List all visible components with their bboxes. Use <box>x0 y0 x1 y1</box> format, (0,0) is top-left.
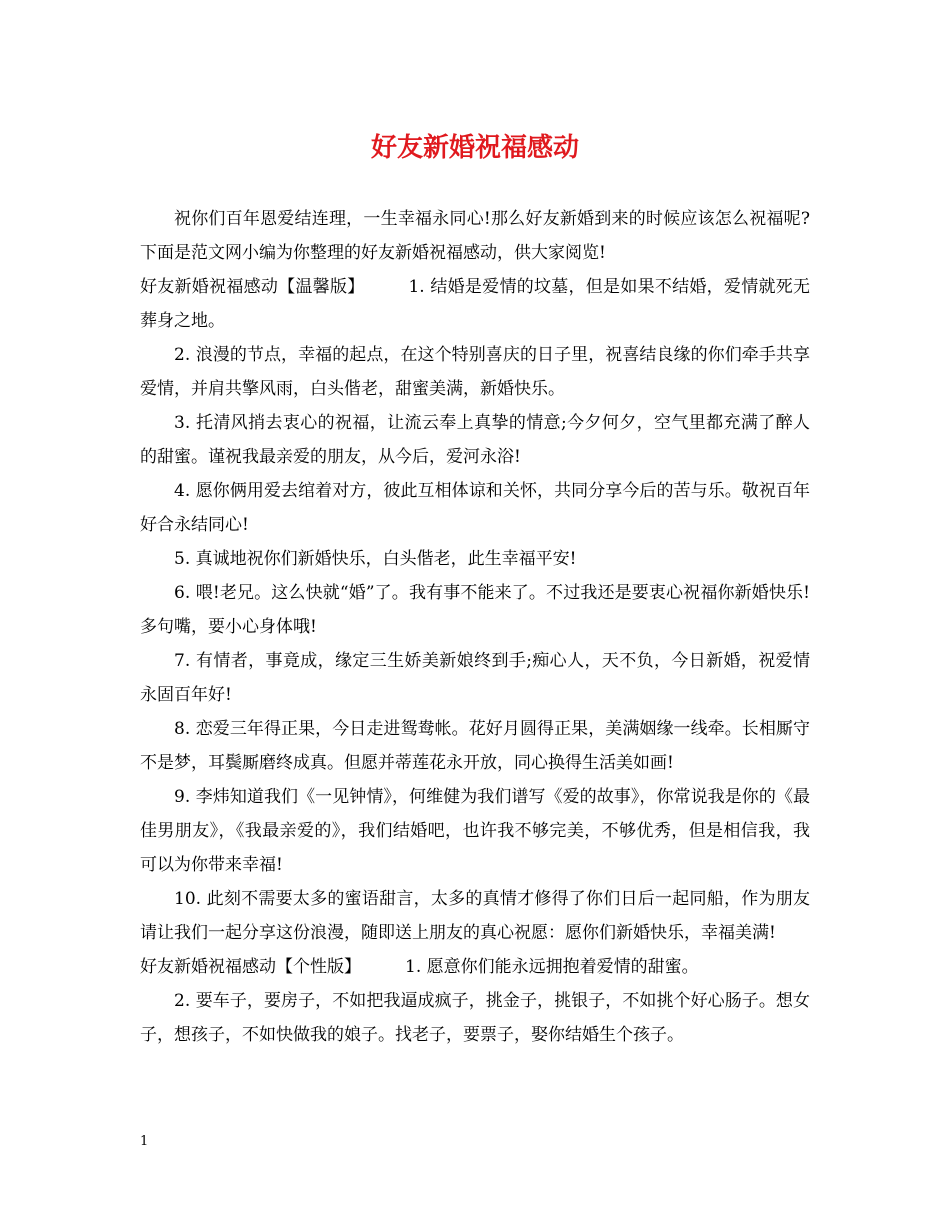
list-item: 5. 真诚地祝你们新婚快乐，白头偕老，此生幸福平安! <box>174 549 577 569</box>
list-item: 2. 浪漫的节点，幸福的起点，在这个特别喜庆的日子里，祝喜结良缘的你们牵手共享爱情，并肩共擎风雨，白头偕老，甜蜜美满，新婚快乐。 <box>140 345 810 399</box>
document-body <box>140 202 810 1052</box>
section-warm <box>140 270 810 338</box>
section-heading-personal: 好友新婚祝福感动【个性版】 <box>140 957 361 977</box>
list-item: 10. 此刻不需要太多的蜜语甜言，太多的真情才修得了你们日后一起同船，作为朋友请让我们一起分享这份浪漫，随即送上朋友的真心祝愿：愿你们新婚快乐，幸福美满! <box>140 889 810 943</box>
list-item: 3. 托清风捎去衷心的祝福，让流云奉上真挚的情意;今夕何夕，空气里都充满了醉人的甜蜜。谨祝我最亲爱的朋友，从今后，爱河永浴! <box>140 413 810 467</box>
list-item: 7. 有情者，事竟成，缘定三生娇美新娘终到手;痴心人，天不负，今日新婚，祝爱情永固百年好! <box>140 651 810 705</box>
list-item: 8. 恋爱三年得正果，今日走进鸳鸯帐。花好月圆得正果，美满姻缘一线牵。长相厮守不是梦，耳鬓厮磨终成真。但愿并蒂莲花永开放，同心换得生活美如画! <box>140 719 810 773</box>
list-item: 1. 结婚是爱情的坟墓，但是如果不结婚，爱情就死无葬身之地。 <box>140 277 810 331</box>
list-item: 1. 愿意你们能永远拥抱着爱情的甜蜜。 <box>405 957 699 977</box>
list-item: 2. 要车子，要房子，不如把我逼成疯子，挑金子，挑银子，不如挑个好心肠子。想女子，想孩子，不如快做我的娘子。找老子，要票子，娶你结婚生个孩子。 <box>140 991 810 1045</box>
list-item: 6. 喂!老兄。这么快就“婚”了。我有事不能来了。不过我还是要衷心祝福你新婚快乐!多句嘴，要小心身体哦! <box>140 583 810 637</box>
intro-paragraph: 祝你们百年恩爱结连理，一生幸福永同心!那么好友新婚到来的时候应该怎么祝福呢?下面是范文网小编为你整理的好友新婚祝福感动，供大家阅览! <box>140 209 810 263</box>
page-number: 1 <box>140 1134 149 1149</box>
section-personal <box>140 950 810 984</box>
section-heading-warm: 好友新婚祝福感动【温馨版】 <box>140 277 365 297</box>
list-item: 4. 愿你俩用爱去绾着对方，彼此互相体谅和关怀，共同分享今后的苦与乐。敬祝百年好合永结同心! <box>140 481 810 535</box>
list-item: 9. 李炜知道我们《一见钟情》，何维健为我们谱写《爱的故事》，你常说我是你的《最佳男朋友》，《我最亲爱的》，我们结婚吧，也许我不够完美，不够优秀，但是相信我，我可以为你带来幸福! <box>140 787 810 875</box>
page-title: 好友新婚祝福感动 <box>370 133 579 163</box>
